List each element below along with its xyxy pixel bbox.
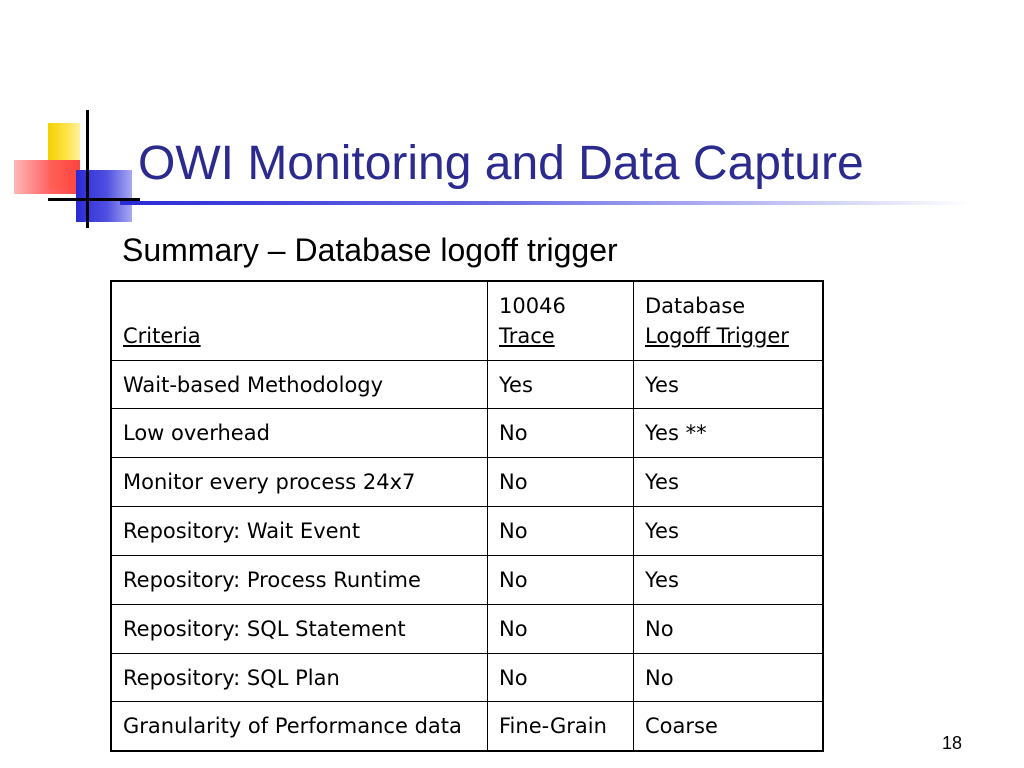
table-cell-criteria: Wait-based Methodology [111, 360, 488, 409]
table-cell-criteria: Granularity of Performance data [111, 702, 488, 751]
table-cell-criteria: Repository: Process Runtime [111, 555, 488, 604]
logo-blue-square [76, 170, 132, 222]
header-10046-line1: 10046 [499, 294, 566, 318]
title-underline [120, 201, 970, 205]
table-cell-trigger: Yes ** [634, 409, 824, 458]
color-squares-logo-icon [0, 0, 140, 240]
table-cell-criteria: Repository: Wait Event [111, 507, 488, 556]
table-row [111, 409, 823, 458]
header-logoff-trigger [634, 281, 824, 360]
header-criteria [111, 281, 488, 360]
table-cell-trace: Fine-Grain [488, 702, 634, 751]
table-cell-trace: No [488, 409, 634, 458]
table-cell-criteria: Monitor every process 24x7 [111, 458, 488, 507]
table-cell-trigger: Yes [634, 360, 824, 409]
table-cell-trigger: No [634, 653, 824, 702]
table-header-row [111, 281, 823, 360]
table-row [111, 458, 823, 507]
table-cell-trigger: No [634, 604, 824, 653]
table-cell-trace: Yes [488, 360, 634, 409]
slide-title: OWI Monitoring and Data Capture [138, 137, 864, 190]
table-cell-trigger: Yes [634, 555, 824, 604]
table-row [111, 555, 823, 604]
table-cell-trigger: Yes [634, 507, 824, 556]
table-cell-criteria: Repository: SQL Statement [111, 604, 488, 653]
logo-vertical-line [86, 110, 89, 228]
table-cell-trace: No [488, 604, 634, 653]
table-row [111, 702, 823, 751]
summary-table [110, 280, 824, 752]
table-row [111, 507, 823, 556]
table-cell-trace: No [488, 507, 634, 556]
table-row [111, 360, 823, 409]
table-row [111, 604, 823, 653]
table-cell-trace: No [488, 458, 634, 507]
header-logoff-line2: Logoff Trigger [645, 323, 789, 348]
header-10046-trace [488, 281, 634, 360]
table-cell-trace: No [488, 653, 634, 702]
table-cell-criteria: Repository: SQL Plan [111, 653, 488, 702]
page-number: 18 [941, 733, 962, 753]
header-criteria-label: Criteria [123, 323, 201, 348]
slide-subtitle: Summary – Database logoff trigger [122, 232, 618, 268]
table-row [111, 653, 823, 702]
header-logoff-line1: Database [645, 294, 746, 318]
table-cell-trace: No [488, 555, 634, 604]
header-10046-line2: Trace [499, 323, 555, 348]
table-cell-criteria: Low overhead [111, 409, 488, 458]
table-cell-trigger: Coarse [634, 702, 824, 751]
table-cell-trigger: Yes [634, 458, 824, 507]
logo-red-square [14, 160, 80, 194]
